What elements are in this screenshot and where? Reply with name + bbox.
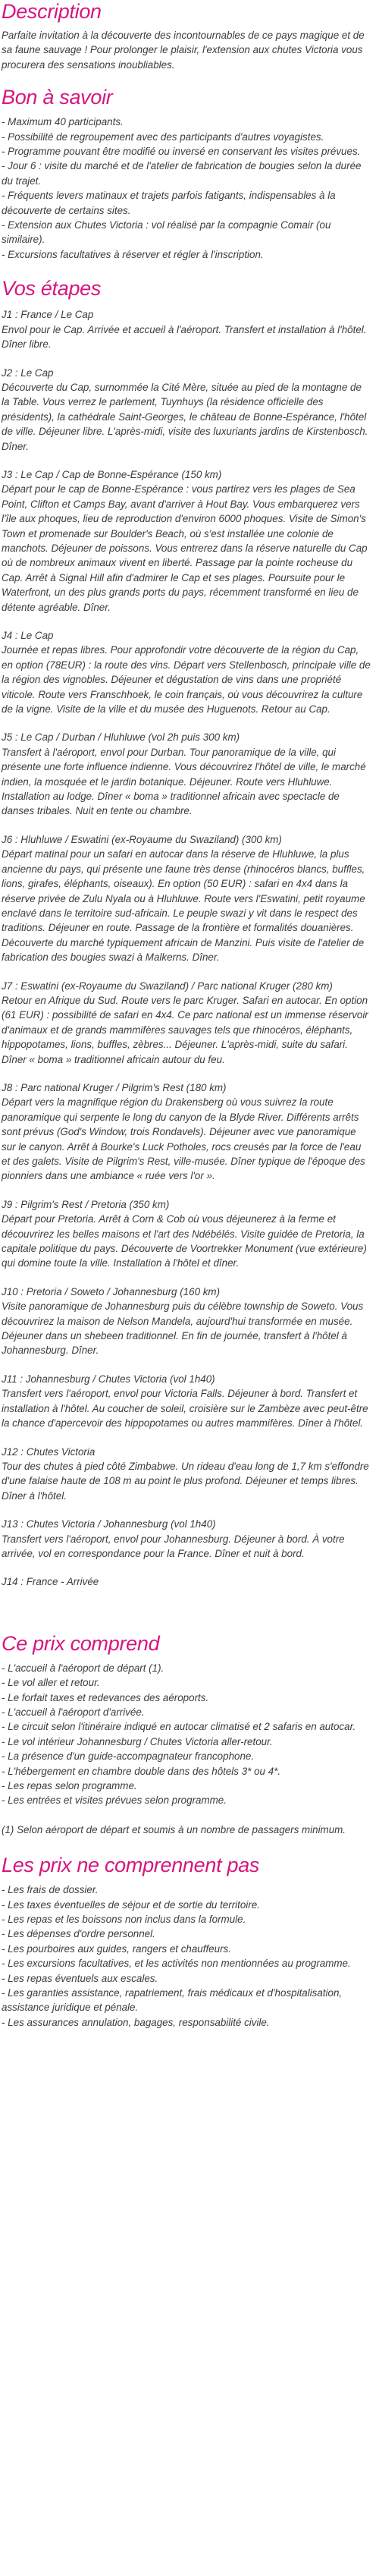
day-item: [2, 832, 371, 965]
day-item: [2, 1517, 371, 1561]
prix-ne-comprennent-pas-heading: Les prix ne comprennent pas: [2, 1854, 260, 1877]
list-item: - Les dépenses d'ordre personnel.: [2, 1928, 155, 1940]
day-description: Tour des chutes à pied côté Zimbabwe. Un rideau d'eau long de 1,7 km s'effondre d'une falaise haute de 108 m au point le plus profond. Déjeuner et temps libres. Dîner à l'hôtel.: [2, 1460, 369, 1502]
day-item: [2, 1285, 371, 1358]
day-title: J6 : Hluhluwe / Eswatini (ex-Royaume du Swaziland) (300 km): [2, 833, 282, 845]
day-title: J14 : France - Arrivée: [2, 1576, 99, 1588]
day-item: [2, 366, 371, 454]
day-description: Transfert vers l'aéroport, envol pour Johannesburg. Déjeuner à bord. À votre arrivée, vol en correspondance pour la France. Dîner et nuit à bord.: [2, 1533, 345, 1559]
prix-comprend-list: [2, 1661, 371, 1808]
day-description: Retour en Afrique du Sud. Route vers le parc Kruger. Safari en autocar. En option (61 EUR) : possibilité de safari en 4x4. Ce parc national est un immense réservoir d'animaux et de grands mammifères sauvages tels que rhinocéros, éléphants, hippopotames, lions, buffles, zèbres... Déjeuner. L'après-midi, suite du safari. Dîner « boma » traditionnel africain autour du feu.: [2, 994, 368, 1065]
day-item: [2, 467, 371, 615]
prix-comprend-note: (1) Selon aéroport de départ et soumis à un nombre de passagers minimum.: [2, 1823, 346, 1835]
list-item: - Jour 6 : visite du marché et de l'atelier de fabrication de bougies selon la durée du trajet.: [2, 160, 362, 187]
day-title: J1 : France / Le Cap: [2, 309, 94, 321]
list-item: - Le forfait taxes et redevances des aéroports.: [2, 1691, 209, 1703]
day-description: Découverte du Cap, surnommée la Cité Mère, située au pied de la montagne de la Table. Vous verrez le parlement, Tuynhuys (la résidence officielle des présidents), la cathédrale Saint-Georges, le château de Bonne-Espérance, l'hôtel de ville. Déjeuner libre. L'après-midi, visite des luxuriants jardins de Kirstenbosch. Dîner.: [2, 381, 368, 452]
list-item: - L'hébergement en chambre double dans des hôtels 3* ou 4*.: [2, 1765, 281, 1777]
day-title: J7 : Eswatini (ex-Royaume du Swaziland) / Parc national Kruger (280 km): [2, 980, 333, 992]
list-item: - Les entrées et visites prévues selon programme.: [2, 1794, 227, 1807]
day-description: Visite panoramique de Johannesburg puis du célèbre township de Soweto. Vous découvrirez la maison de Nelson Mandela, aujourd'hui transformée en musée. Déjeuner dans un shebeen traditionnel. En fin de journée, transfert à l'hôtel à Johannesburg. Dîner.: [2, 1301, 364, 1357]
prix-comprend-heading: Ce prix comprend: [2, 1631, 160, 1655]
day-item: [2, 628, 371, 716]
day-title: J10 : Pretoria / Soweto / Johannesburg (160 km): [2, 1285, 221, 1297]
day-title: J3 : Le Cap / Cap de Bonne-Espérance (150 km): [2, 468, 222, 480]
list-item: - Programme pouvant être modifié ou inversé en conservant les visites prévues.: [2, 146, 361, 158]
etapes-list: [2, 307, 371, 1589]
list-item: - Les pourboires aux guides, rangers et chauffeurs.: [2, 1942, 231, 1955]
list-item: - Les frais de dossier.: [2, 1884, 99, 1896]
list-item: - Les assurances annulation, bagages, responsabilité civile.: [2, 2016, 270, 2028]
day-description: Journée et repas libres. Pour approfondir votre découverte de la région du Cap, en option (78EUR) : la route des vins. Départ vers Stellenbosch, principale ville de la région des vignobles. Déjeuner et dégustation de vins dans une propriété viticole. Route vers Franschhoek, le coin français, où vous découvrirez la culture de la vigne. Visite de la ville et du musée des Huguenots. Retour au Cap.: [2, 644, 371, 716]
description-text: Parfaite invitation à la découverte des incontournables de ce pays magique et de sa faune sauvage ! Pour prolonger le plaisir, l'extension aux chutes Victoria vous procurera des sensations inoubliables.: [2, 30, 365, 71]
day-description: Départ pour le cap de Bonne-Espérance : vous partirez vers les plages de Sea Point, Clifton et Camps Bay, avant d'arriver à Hout Bay. Vous embarquerez vers l'île aux phoques, lieu de reproduction d'environ 6000 phoques. Visite de Simon's Town et promenade sur Boulder's Beach, où s'est installée une colonie de manchots. Déjeuner de poissons. Vous entrerez dans la réserve naturelle du Cap où de nombreux animaux vivent en liberté. Passage par la pointe rocheuse du Cap. Arrêt à Signal Hill afin d'admirer le Cap et ses plages. Poursuite pour le Waterfront, un des plus grands ports du pays, récemment transformé en lieu de détente agréable. Dîner.: [2, 483, 368, 613]
day-title: J12 : Chutes Victoria: [2, 1445, 96, 1458]
list-item: - Les repas selon programme.: [2, 1780, 137, 1791]
day-description: Départ pour Pretoria. Arrêt à Corn & Cob où vous déjeunerez à la ferme et découvrirez les belles maisons et l'art des Ndébélés. Visite guidée de Pretoria, la capitale politique du pays. Découverte de Voortrekker Monument (vue extérieure) qui domine toute la ville. Installation à l'hôtel et dîner.: [2, 1213, 367, 1269]
day-item: [2, 1372, 371, 1431]
list-item: - Possibilité de regroupement avec des participants d'autres voyagistes.: [2, 131, 324, 143]
day-title: J5 : Le Cap / Durban / Hluhluwe (vol 2h puis 300 km): [2, 731, 240, 744]
list-item: - Le circuit selon l'itinéraire indiqué en autocar climatisé et 2 safaris en autocar.: [2, 1721, 356, 1733]
list-item: - Les garanties assistance, rapatriement, frais médicaux et d'hospitalisation, assistance juridique et pénale.: [2, 1987, 343, 2014]
day-description: Transfert vers l'aéroport, envol pour Victoria Falls. Déjeuner à bord. Transfert et installation à l'hôtel. Au coucher de soleil, croisière sur le Zambèze avec peut-être la chance d'apercevoir des hippopotames ou autres mammifères. Dîner à l'hôtel.: [2, 1388, 368, 1430]
day-title: J8 : Parc national Kruger / Pilgrim's Rest (180 km): [2, 1081, 227, 1093]
day-title: J11 : Johannesburg / Chutes Victoria (vol 1h40): [2, 1373, 215, 1385]
list-item: - Fréquents levers matinaux et trajets parfois fatigants, indispensables à la découverte de certains sites.: [2, 190, 336, 216]
list-item: - Les repas et les boissons non inclus dans la formule.: [2, 1914, 246, 1926]
list-item: - Extension aux Chutes Victoria : vol réalisé par la compagnie Comair (ou similaire).: [2, 219, 331, 246]
etapes-heading: Vos étapes: [2, 277, 102, 300]
list-item: - Excursions facultatives à réserver et régler à l'inscription.: [2, 248, 264, 260]
day-description: Départ matinal pour un safari en autocar dans la réserve de Hluhluwe, la plus ancienne du pays, qui présente une faune très dense (rhinocéros blancs, buffles, lions, girafes, éléphants, oiseaux). En option (50 EUR) : safari en 4x4 dans la réserve privée de Zulu Nyala ou à Hluhluwe. Route vers l'Eswatini, petit royaume enclavé dans le territoire sud-africain. Le peuple swazi y vit dans le respect des traditions. Déjeuner en route. Passage de la frontière et formalités douanières. Découverte du marché typiquement africain de Manzini. Puis visite de l'atelier de fabrication des bougies swazi à Malkerns. Dîner.: [2, 848, 365, 964]
day-title: J9 : Pilgrim's Rest / Pretoria (350 km): [2, 1198, 170, 1210]
bon-a-savoir-list: [2, 115, 371, 262]
day-item: [2, 1574, 371, 1589]
bon-a-savoir-heading: Bon à savoir: [2, 86, 113, 109]
day-title: J2 : Le Cap: [2, 366, 54, 379]
day-item: [2, 1445, 371, 1504]
day-title: J13 : Chutes Victoria / Johannesburg (vol 1h40): [2, 1518, 216, 1530]
day-description: Transfert à l'aéroport, envol pour Durban. Tour panoramique de la ville, qui présente une forte influence indienne. Vous découvrirez l'hôtel de ville, le marché indien, la mosquée et le jardin botanique. Déjeuner. Route vers Hluhluwe. Installation au lodge. Dîner « boma » traditionnel africain avec spectacle de danses tribales. Nuit en tente ou chambre.: [2, 746, 366, 817]
prix-ne-comprennent-pas-list: [2, 1882, 371, 2030]
description-heading: Description: [2, 0, 102, 23]
list-item: - Les excursions facultatives, et les activités non mentionnées au programme.: [2, 1958, 351, 1970]
list-item: - Les repas éventuels aux escales.: [2, 1972, 158, 1984]
day-description: Envol pour le Cap. Arrivée et accueil à l'aéroport. Transfert et installation à l'hôtel. Dîner libre.: [2, 323, 367, 351]
list-item: - La présence d'un guide-accompagnateur francophone.: [2, 1750, 255, 1763]
list-item: - L'accueil à l'aéroport d'arrivée.: [2, 1706, 145, 1718]
list-item: - L'accueil à l'aéroport de départ (1).: [2, 1662, 164, 1674]
day-item: [2, 730, 371, 818]
day-description: Départ vers la magnifique région du Drakensberg où vous suivrez la route panoramique qui serpente le long du canyon de la Blyde River. Différents arrêts sont prévus (God's Window, trois Rondavels). Déjeuner avec vue panoramique sur le canyon. Arrêt à Bourke's Luck Potholes, rocs creusés par la force de l'eau et des galets. Visite de Pilgrim's Rest, ville-musée. Dîner typique de l'époque des pionniers dans une ambiance « ruée vers l'or ».: [2, 1096, 365, 1182]
list-item: - Le vol aller et retour.: [2, 1677, 100, 1689]
day-item: [2, 307, 371, 351]
day-title: J4 : Le Cap: [2, 630, 54, 641]
day-item: [2, 979, 371, 1067]
day-item: [2, 1080, 371, 1184]
list-item: - Maximum 40 participants.: [2, 116, 124, 128]
day-item: [2, 1197, 371, 1271]
list-item: - Les taxes éventuelles de séjour et de sortie du territoire.: [2, 1898, 260, 1911]
list-item: - Le vol intérieur Johannesburg / Chutes Victoria aller-retour.: [2, 1735, 273, 1747]
